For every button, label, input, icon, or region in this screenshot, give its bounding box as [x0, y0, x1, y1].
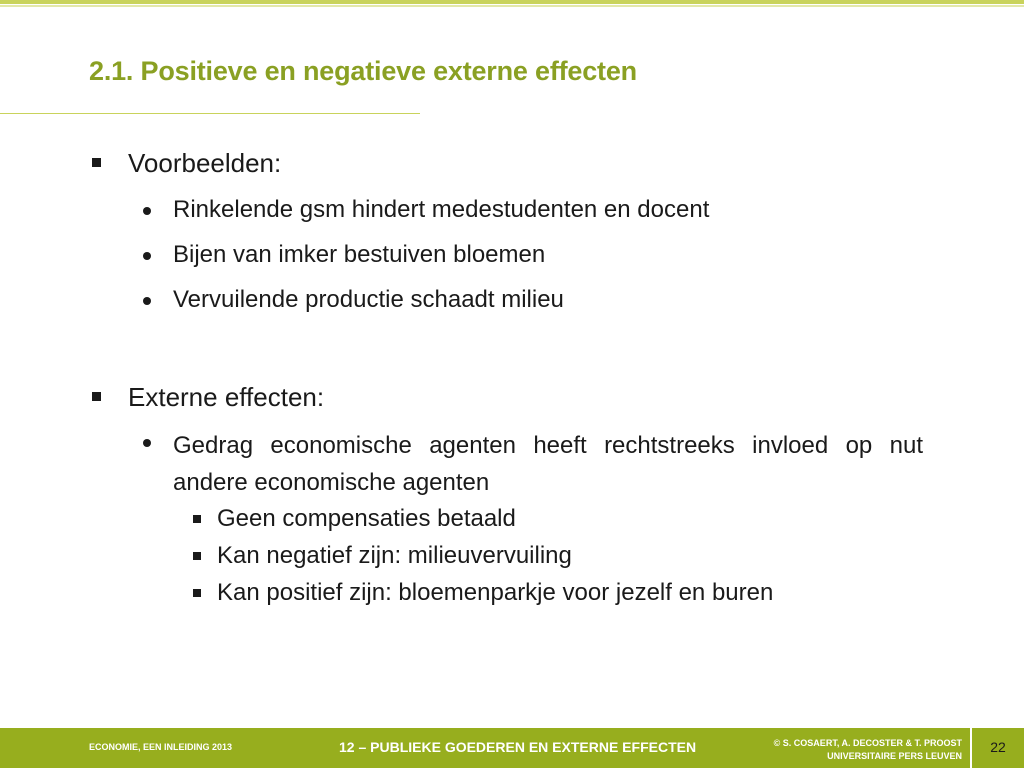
footer-publisher: UNIVERSITAIRE PERS LEUVEN: [827, 751, 962, 761]
footer-copyright: [774, 737, 962, 763]
round-bullet-icon: [143, 252, 151, 260]
top-accent-line: [0, 5, 1024, 7]
sub-bullet-text: Vervuilende productie schaadt milieu: [173, 286, 564, 313]
footer-authors: © S. COSAERT, A. DECOSTER & T. PROOST: [773, 738, 962, 748]
sub-bullet-text: Rinkelende gsm hindert medestudenten en docent: [173, 196, 710, 223]
page-number: 22: [990, 739, 1006, 755]
bullet-text: Voorbeelden:: [128, 148, 282, 178]
top-accent-bar: [0, 0, 1024, 4]
round-bullet-icon: [143, 439, 151, 447]
sub-sub-bullet-text: Geen compensaties betaald: [217, 505, 516, 532]
round-bullet-icon: [143, 207, 151, 215]
square-bullet-icon: [193, 515, 201, 523]
sub-sub-bullet-text: Kan negatief zijn: milieuvervuiling: [217, 542, 572, 569]
sub-bullet-text: Bijen van imker bestuiven bloemen: [173, 241, 546, 268]
slide-title: 2.1. Positieve en negatieve externe effecten: [89, 56, 637, 86]
footer-course-title: ECONOMIE, EEN INLEIDING 2013: [89, 742, 233, 752]
title-underline: [0, 113, 420, 114]
sub-bullet-text: Gedrag economische agenten heeft rechtstreeks invloed op nut andere economische agenten: [173, 432, 923, 496]
square-bullet-icon: [92, 158, 101, 167]
square-bullet-icon: [193, 552, 201, 560]
square-bullet-icon: [92, 392, 101, 401]
footer-chapter-title: 12 – PUBLIEKE GOEDEREN EN EXTERNE EFFECTEN: [339, 739, 697, 755]
bullet-text: Externe effecten:: [128, 382, 325, 412]
square-bullet-icon: [193, 589, 201, 597]
footer-bar: [0, 728, 1024, 768]
sub-sub-bullet-text: Kan positief zijn: bloemenparkje voor jezelf en buren: [217, 579, 774, 606]
round-bullet-icon: [143, 297, 151, 305]
